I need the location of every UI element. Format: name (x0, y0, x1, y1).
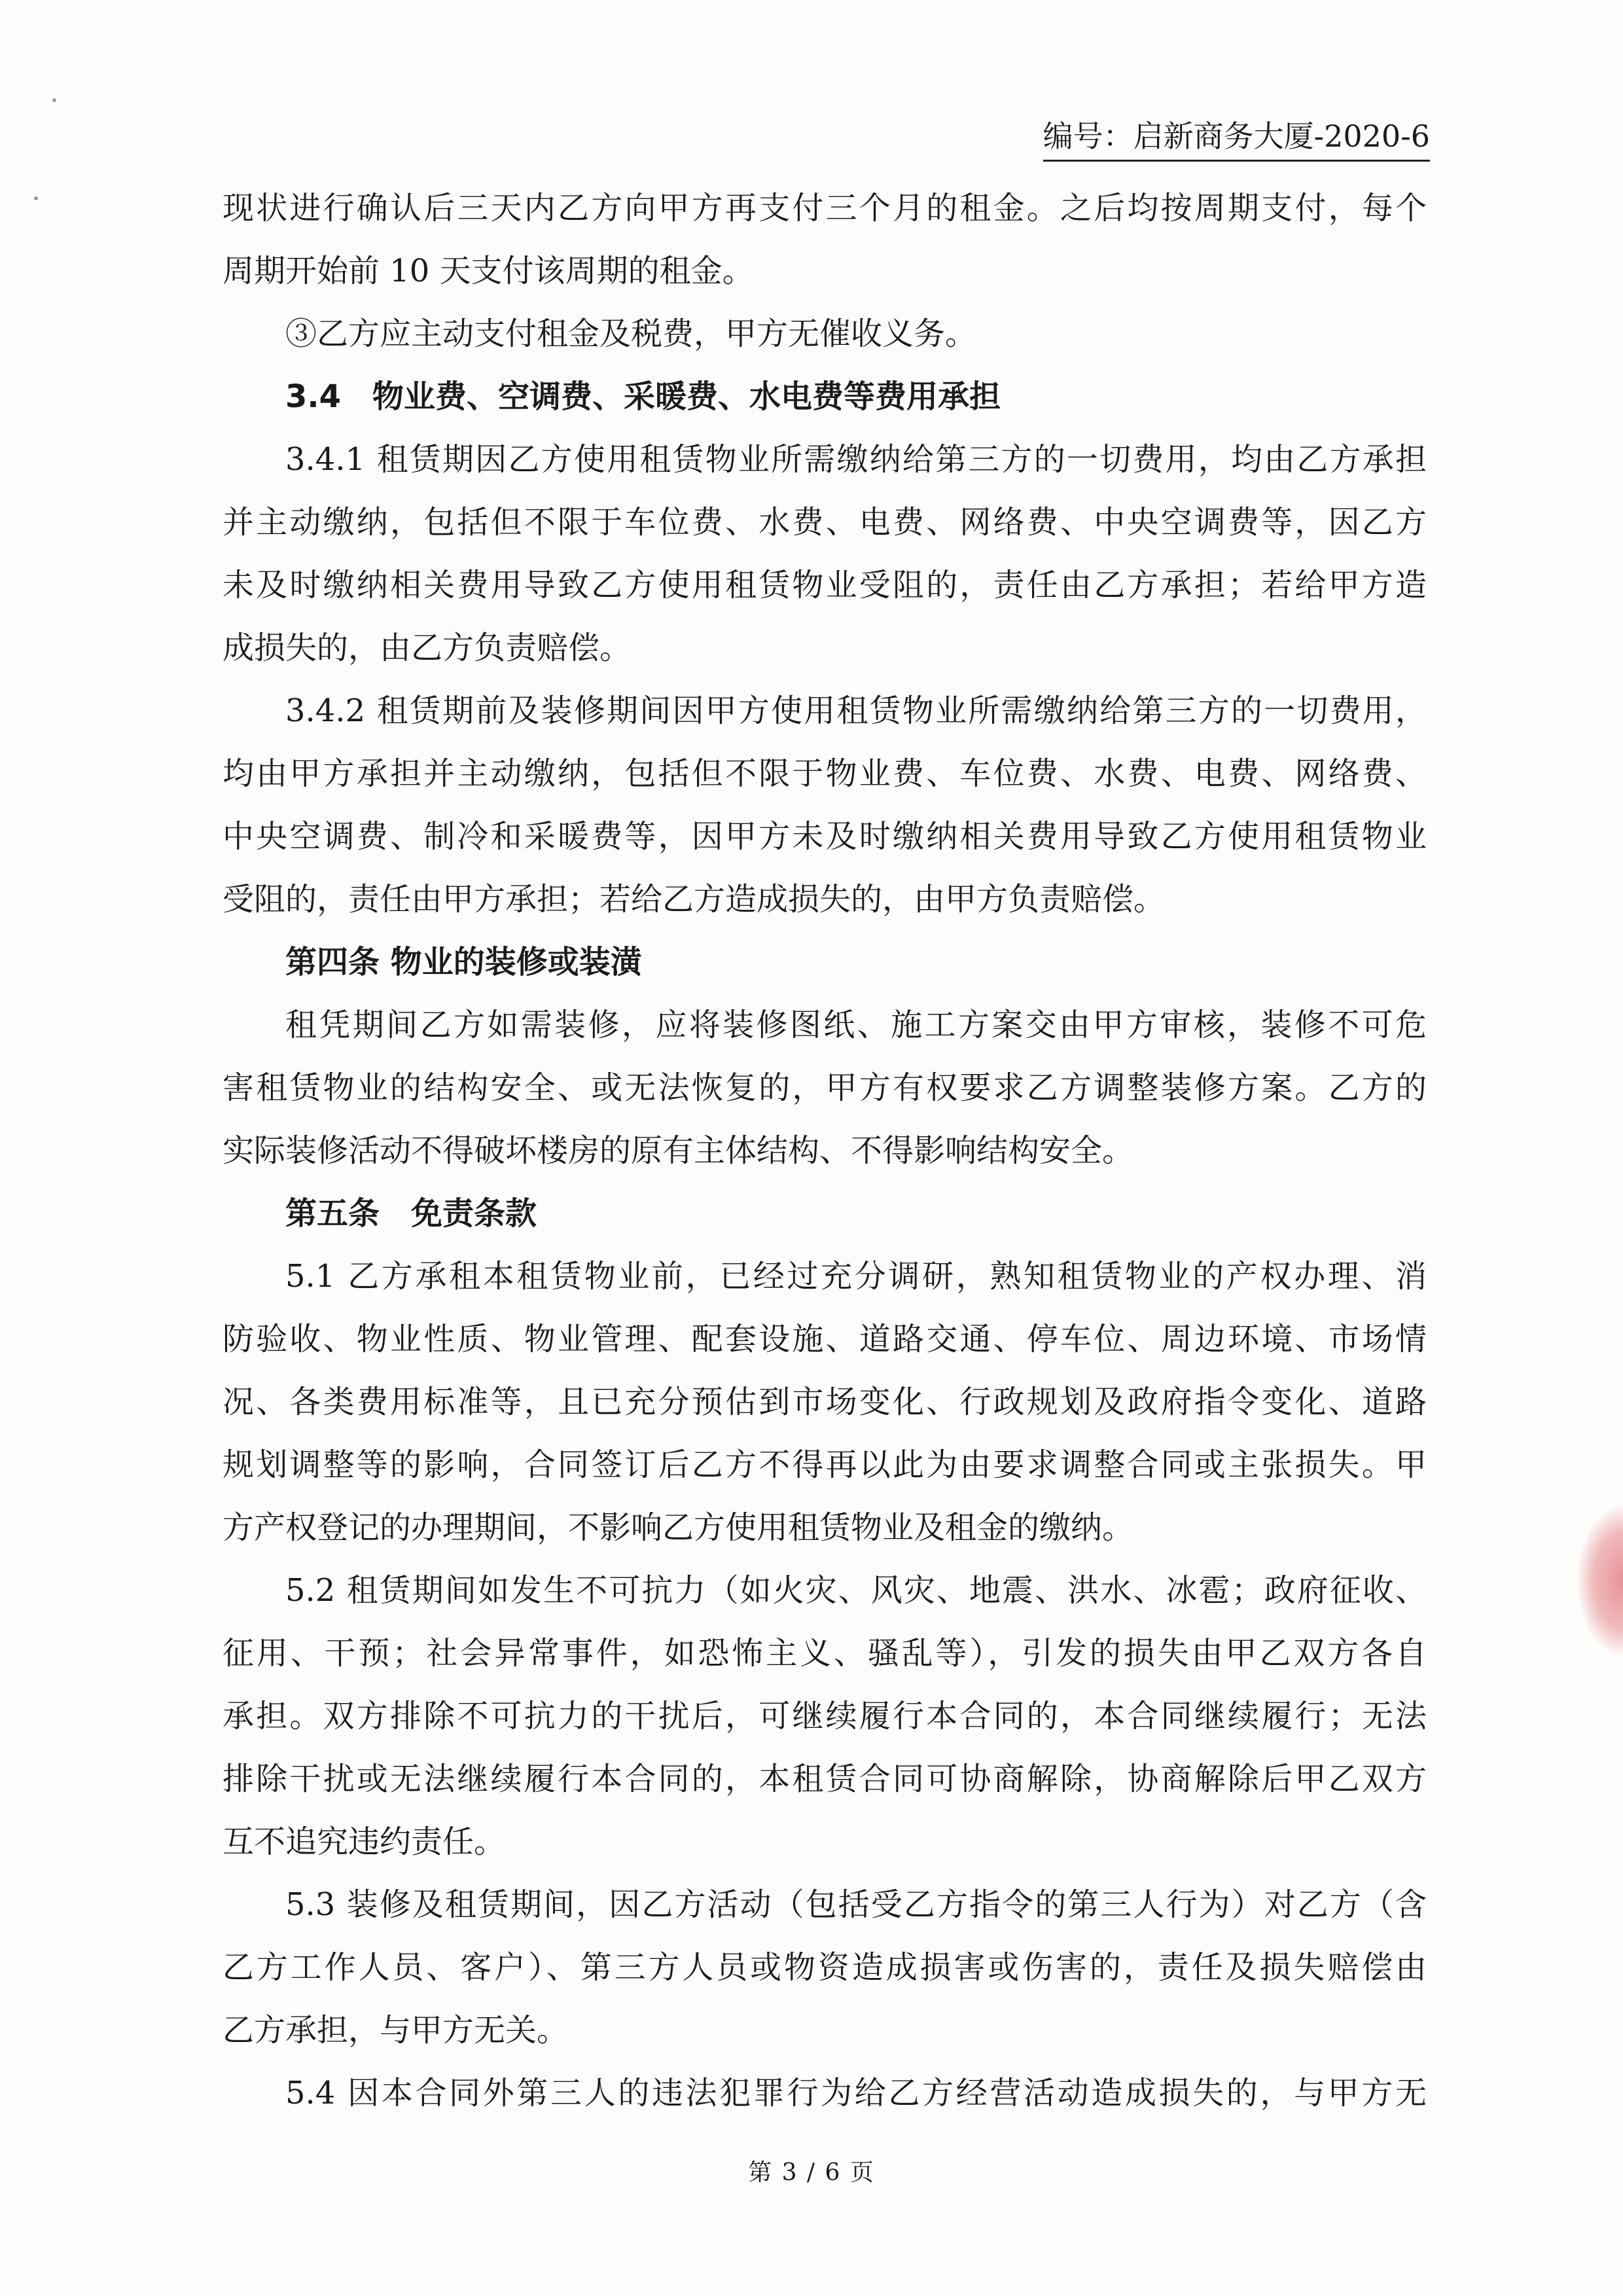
article-heading: 第四条 物业的装修或装潢 (285, 944, 642, 980)
body-line: 现状进行确认后三天内乙方向甲方再支付三个月的租金。之后均按周期支付，每个 (223, 190, 1427, 226)
body-line: 互不追究违约责任。 (223, 1823, 506, 1860)
body-line: 均由甲方承担并主动缴纳，包括但不限于物业费、车位费、水费、电费、网络费、 (223, 755, 1427, 792)
article-heading: 第五条 免责条款 (285, 1195, 537, 1232)
document-body (223, 177, 1427, 2125)
body-line: 成损失的，由乙方负责赔偿。 (223, 630, 632, 666)
body-line: 5.1 乙方承租本租赁物业前，已经过充分调研，熟知租赁物业的产权办理、消 (285, 1258, 1427, 1295)
body-line: 3.4.1 租赁期因乙方使用租赁物业所需缴纳给第三方的一切费用，均由乙方承担 (285, 441, 1427, 478)
document-number: 编号：启新商务大厦-2020-6 (1043, 117, 1430, 162)
body-line: 5.4 因本合同外第三人的违法犯罪行为给乙方经营活动造成损失的，与甲方无 (285, 2075, 1427, 2111)
body-line: 受阻的，责任由甲方承担；若给乙方造成损失的，由甲方负责赔偿。 (223, 881, 1166, 918)
body-line: 乙方工作人员、客户）、第三方人员或物资造成损害或伤害的，责任及损失赔偿由 (223, 1949, 1427, 1986)
body-line: 5.3 装修及租赁期间，因乙方活动（包括受乙方指令的第三人行为）对乙方（含 (285, 1886, 1427, 1923)
body-line: 防验收、物业性质、物业管理、配套设施、道路交通、停车位、周边环境、市场情 (223, 1321, 1427, 1357)
body-line: 周期开始前 10 天支付该周期的租金。 (223, 253, 754, 289)
scan-speck (34, 196, 38, 200)
body-line: 况、各类费用标准等，且已充分预估到市场变化、行政规划及政府指令变化、道路 (223, 1384, 1427, 1420)
body-line: 征用、干预；社会异常事件，如恐怖主义、骚乱等），引发的损失由甲乙双方各自 (223, 1635, 1427, 1672)
body-line: ③乙方应主动支付租金及税费，甲方无催收义务。 (285, 315, 977, 352)
body-line: 规划调整等的影响，合同签订后乙方不得再以此为由要求调整合同或主张损失。甲 (223, 1446, 1427, 1483)
body-line: 方产权登记的办理期间，不影响乙方使用租赁物业及租金的缴纳。 (223, 1509, 1134, 1546)
body-line: 乙方承担，与甲方无关。 (223, 2012, 569, 2049)
body-line: 害租赁物业的结构安全、或无法恢复的，甲方有权要求乙方调整装修方案。乙方的 (223, 1069, 1427, 1106)
body-line: 3.4.2 租赁期前及装修期间因甲方使用租赁物业所需缴纳给第三方的一切费用， (285, 692, 1427, 729)
body-line: 5.2 租赁期间如发生不可抗力（如火灾、风灾、地震、洪水、冰雹；政府征收、 (285, 1572, 1427, 1609)
body-line: 并主动缴纳，包括但不限于车位费、水费、电费、网络费、中央空调费等，因乙方 (223, 504, 1427, 541)
body-line: 未及时缴纳相关费用导致乙方使用租赁物业受阻的，责任由乙方承担；若给甲方造 (223, 567, 1427, 603)
body-line: 实际装修活动不得破坏楼房的原有主体结构、不得影响结构安全。 (223, 1132, 1134, 1169)
body-line: 排除干扰或无法继续履行本合同的，本租赁合同可协商解除，协商解除后甲乙双方 (223, 1761, 1427, 1797)
body-line: 承担。双方排除不可抗力的干扰后，可继续履行本合同的，本合同继续履行；无法 (223, 1698, 1427, 1734)
seal-stamp-edge (1577, 1505, 1623, 1656)
body-line: 中央空调费、制冷和采暖费等，因甲方未及时缴纳相关费用导致乙方使用租赁物业 (223, 818, 1427, 855)
section-heading: 3.4 物业费、空调费、采暖费、水电费等费用承担 (285, 378, 1001, 415)
body-line: 租凭期间乙方如需装修，应将装修图纸、施工方案交由甲方审核，装修不可危 (285, 1007, 1427, 1043)
scan-speck (52, 98, 56, 102)
page-number: 第 3 / 6 页 (748, 2159, 875, 2186)
